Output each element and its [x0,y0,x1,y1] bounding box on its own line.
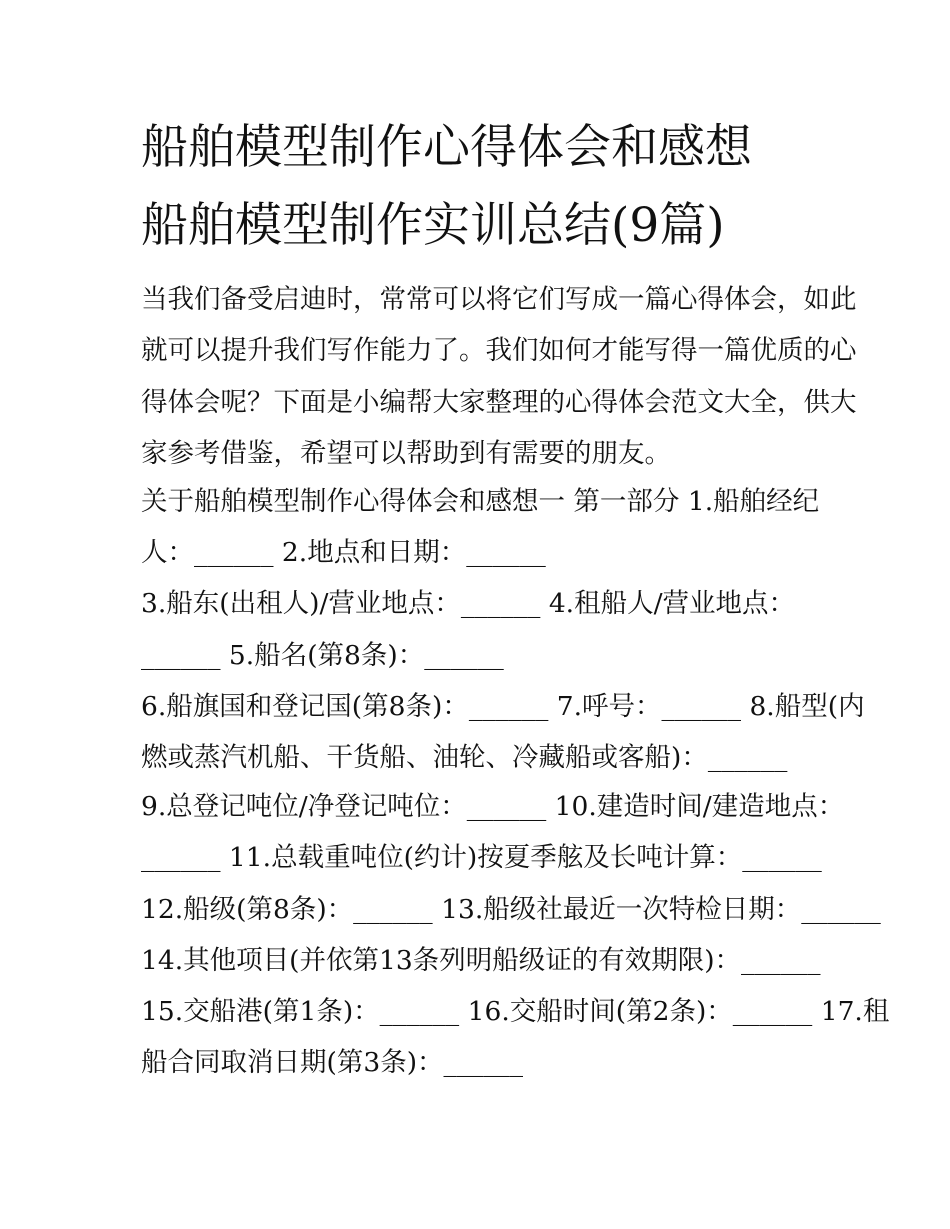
body-line: ______ 5.船名(第8条)：______ [141,640,504,671]
page-title-line-1: 船舶模型制作心得体会和感想 [141,120,752,175]
intro-line: 得体会呢？下面是小编帮大家整理的心得体会范文大全，供大 [141,387,857,418]
body-line: 6.船旗国和登记国(第8条)：______ 7.呼号：______ 8.船型(内 [141,691,865,722]
body-line: 3.船东(出租人)/营业地点：______ 4.租船人/营业地点： [141,588,796,619]
intro-line: 当我们备受启迪时，常常可以将它们写成一篇心得体会，如此 [141,284,857,315]
page-title-line-2: 船舶模型制作实训总结(9篇) [141,198,725,253]
body-line: 9.总登记吨位/净登记吨位：______ 10.建造时间/建造地点： [141,791,845,822]
body-line: 关于船舶模型制作心得体会和感想一 第一部分 1.船舶经纪 [141,486,820,517]
intro-line: 家参考借鉴，希望可以帮助到有需要的朋友。 [141,438,671,469]
body-line: 船合同取消日期(第3条)：______ [141,1047,524,1078]
body-line: ______ 11.总载重吨位(约计)按夏季舷及长吨计算：______ [141,842,822,873]
body-line: 12.船级(第8条)：______ 13.船级社最近一次特检日期：______ [141,894,881,925]
intro-line: 就可以提升我们写作能力了。我们如何才能写得一篇优质的心 [141,335,857,366]
body-line: 14.其他项目(并依第13条列明船级证的有效期限)：______ [141,945,821,976]
body-line: 15.交船港(第1条)：______ 16.交船时间(第2条)：______ 17.租 [141,996,890,1027]
body-line: 燃或蒸汽机船、干货船、油轮、冷藏船或客船)：______ [141,742,788,773]
body-line: 人：______ 2.地点和日期：______ [141,537,546,568]
